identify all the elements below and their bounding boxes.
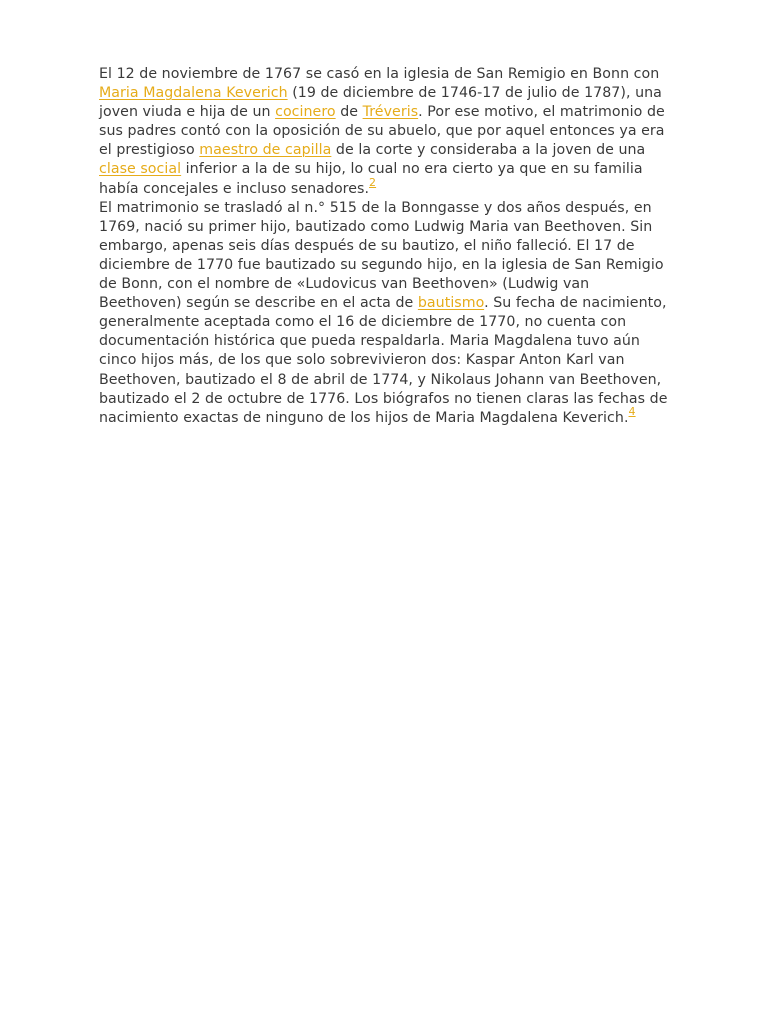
link-cocinero[interactable]: cocinero	[275, 104, 336, 121]
reference-marker	[629, 405, 636, 418]
reference-link-2[interactable]: 2	[369, 175, 377, 189]
link-maria-magdalena-keverich[interactable]: Maria Magdalena Keverich	[99, 85, 288, 102]
reference-marker	[369, 176, 376, 189]
text-segment: . Su fecha de nacimiento, generalmente aceptada como el 16 de diciembre de 1770, no cuenta con documentación histórica que pueda respaldarla. Maria Magdalena tuvo aún cinco hijos más, de los que solo sobrevivieron dos: Kaspar Anton Karl van Beethoven, bautizado el 8 de abril de 1774, y Nikolaus Johann van Beethoven, bautizado el 2 de octubre de 1776. Los biógrafos no tienen claras las fechas de nacimiento exactas de ninguno de los hijos de Maria Magdalena Keverich.	[99, 295, 668, 426]
text-segment: de	[335, 104, 363, 121]
text-segment: El matrimonio se trasladó al n.° 515 de la Bonngasse y dos años después, en 1769, nació su primer hijo, bautizado como Ludwig Maria van Beethoven. Sin embargo, apenas seis días después de su bautizo, el niño falleció. El 17 de diciembre de 1770 fue bautizado su segundo hijo, en la iglesia de San Remigio de Bonn, con el nombre de «Ludovicus van Beethoven» (Ludwig van Beethoven) según se describe en el acta de	[99, 199, 664, 312]
paragraph-marriage	[99, 65, 669, 199]
text-segment: de la corte y consideraba a la joven de una	[331, 142, 646, 159]
article-body	[99, 65, 669, 428]
link-treveris[interactable]: Tréveris	[362, 104, 419, 121]
text-segment: inferior a la de su hijo, lo cual no era cierto ya que en su familia había concejales e incluso senadores.	[99, 161, 643, 197]
text-segment: . Por ese motivo, el matrimonio de sus padres contó con la oposición de su abuelo, que por aquel entonces ya era el prestigioso	[99, 104, 665, 159]
link-bautismo[interactable]: bautismo	[417, 295, 485, 312]
reference-link-4[interactable]: 4	[628, 404, 636, 418]
text-segment: (19 de diciembre de 1746-17 de julio de 1787), una joven viuda e hija de un	[99, 85, 662, 121]
link-clase-social[interactable]: clase social	[99, 161, 182, 178]
link-maestro-de-capilla[interactable]: maestro de capilla	[199, 142, 332, 159]
paragraph-children	[99, 199, 669, 428]
text-segment: El 12 de noviembre de 1767 se casó en la iglesia de San Remigio en Bonn con	[99, 66, 660, 82]
